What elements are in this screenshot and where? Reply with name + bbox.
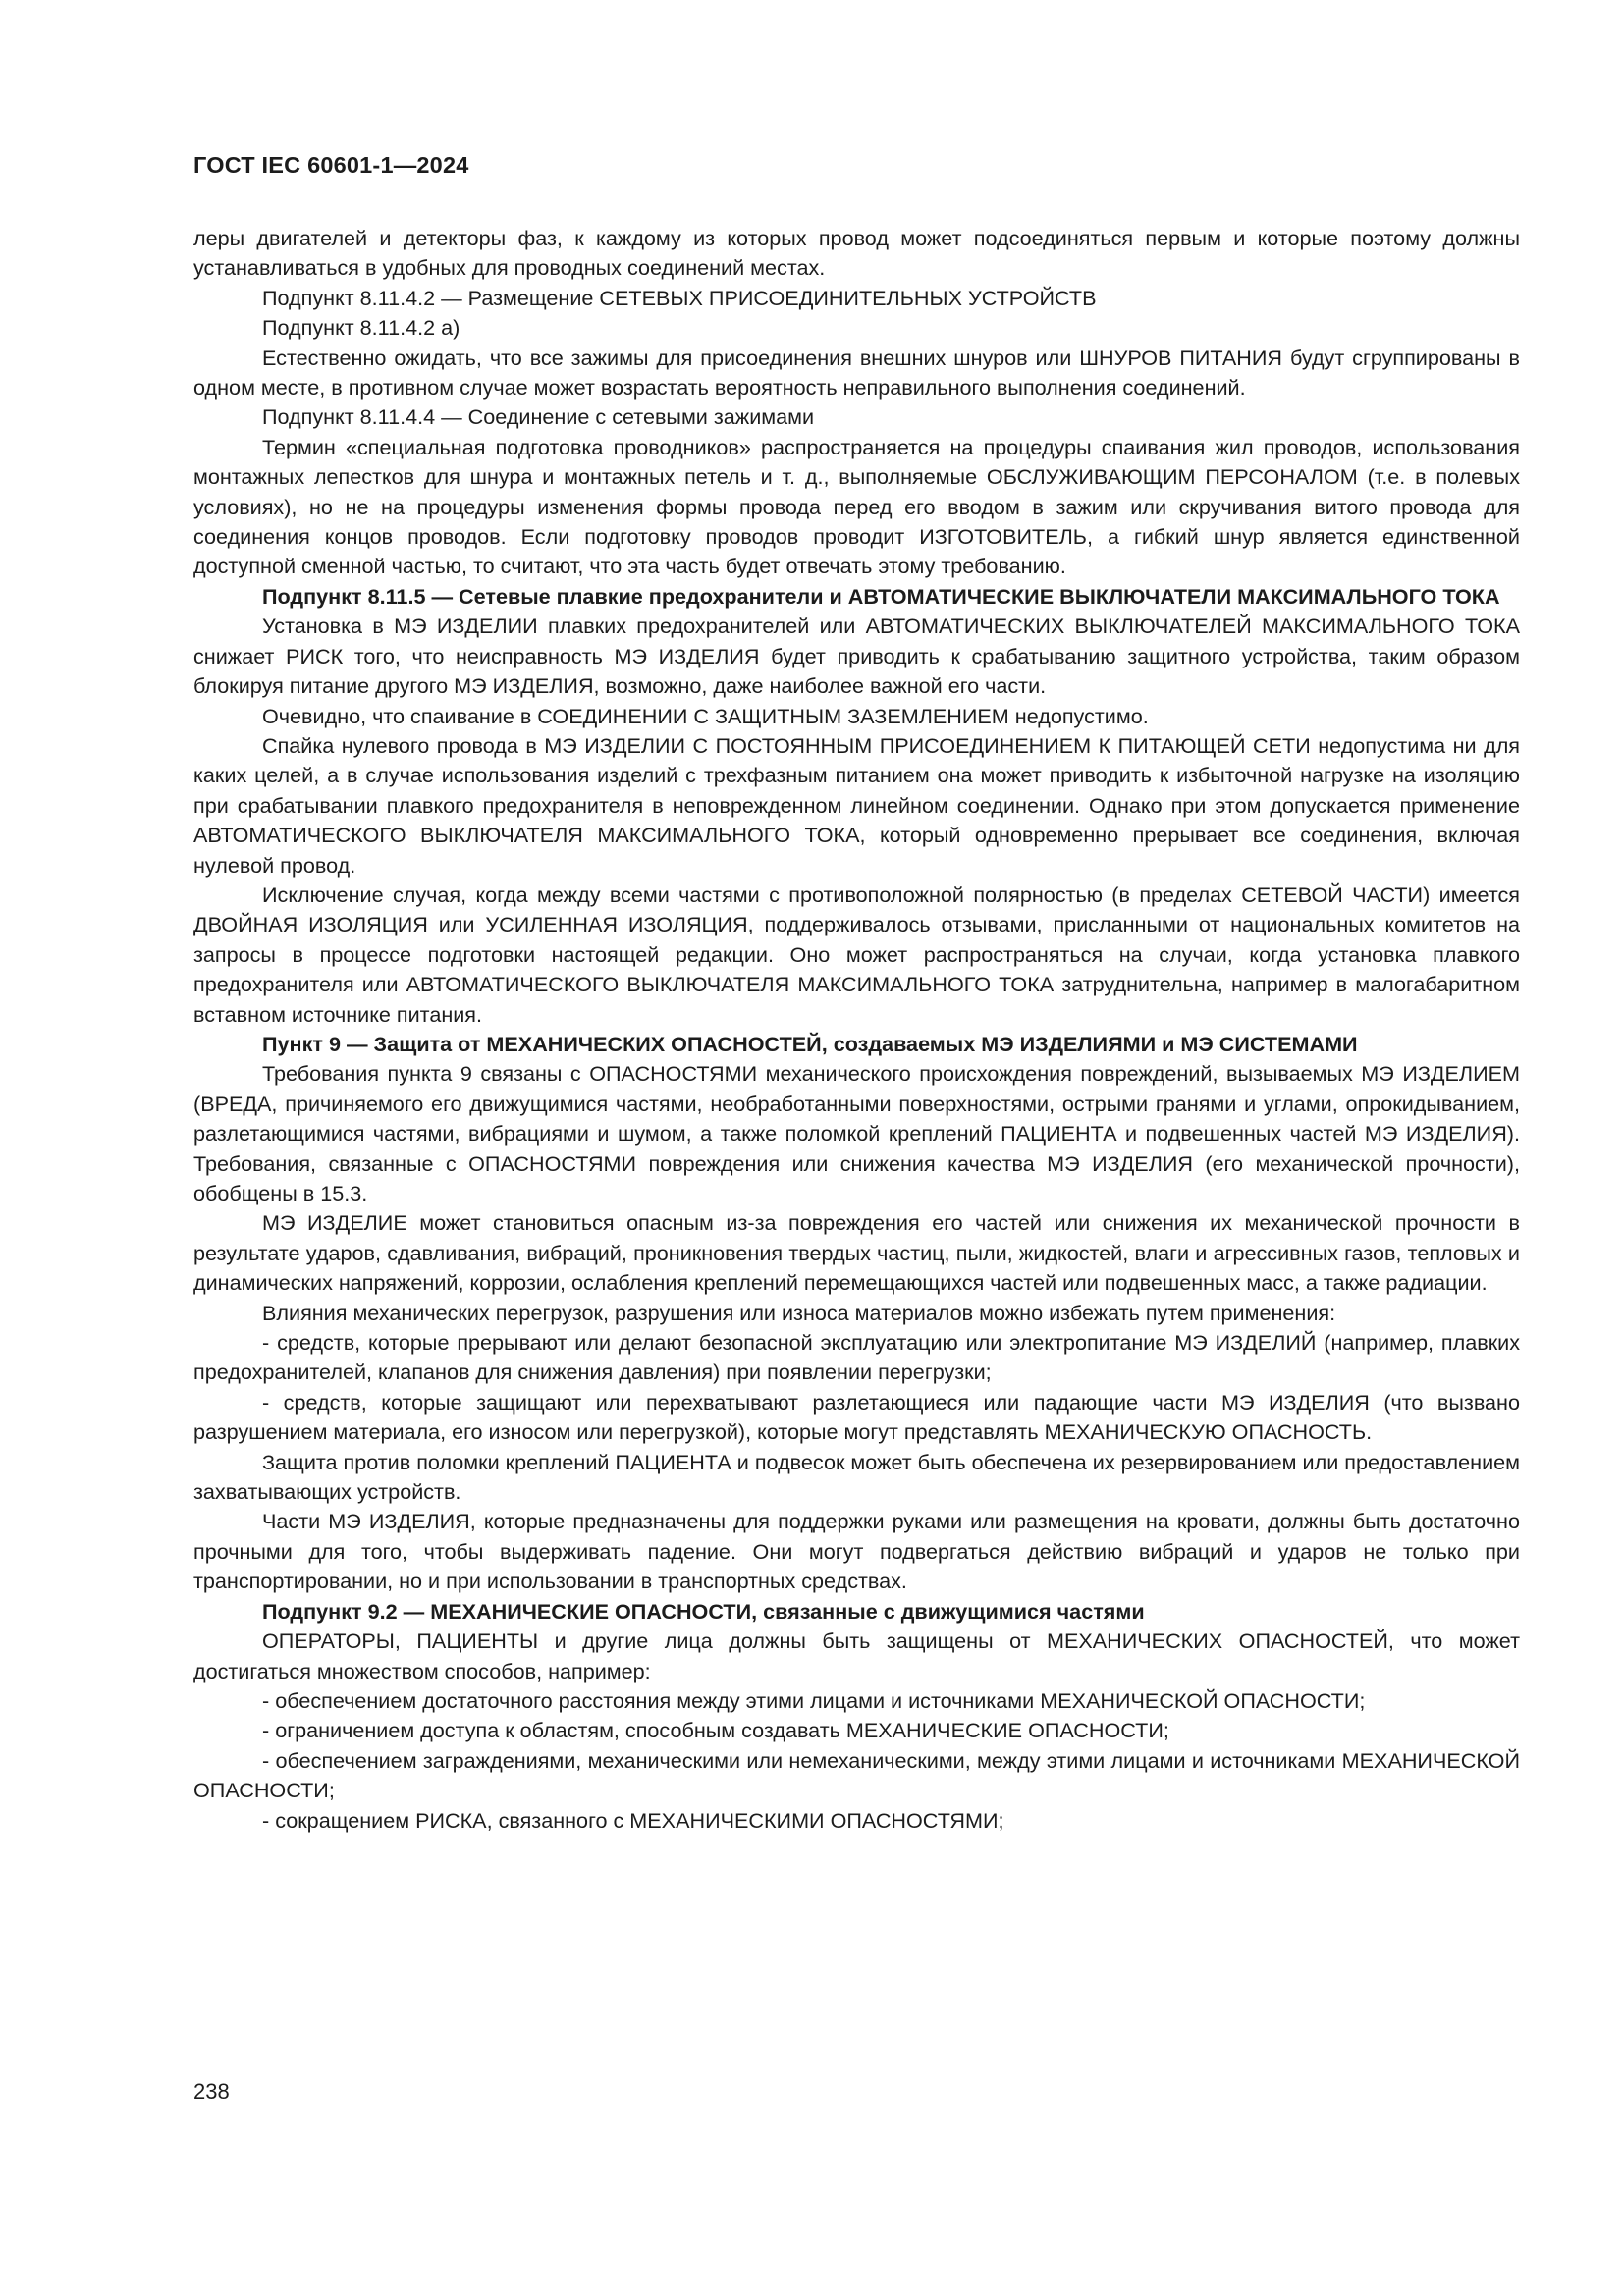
section-heading: Подпункт 8.11.5 — Сетевые плавкие предохранители и АВТОМАТИЧЕСКИЕ ВЫКЛЮЧАТЕЛИ МАКСИМАЛЬНОГО ТОКА [262, 583, 1500, 609]
paragraph: Подпункт 8.11.4.4 — Соединение с сетевыми зажимами [262, 404, 815, 430]
paragraph: МЭ ИЗДЕЛИЕ может становиться опасным из-за повреждения его частей или снижения их механической прочности в результате ударов, сдавливания, вибраций, проникновения твердых частиц, пыли, жидкостей, влаги и агрессивных газов, тепловых и динамических напряжений, коррозии, ослабления креплений перемещающихся частей или подвешенных масс, а также радиации. [193, 1210, 1520, 1296]
paragraph: Подпункт 8.11.4.2 — Размещение СЕТЕВЫХ ПРИСОЕДИНИТЕЛЬНЫХ УСТРОЙСТВ [262, 285, 1097, 310]
paragraph: Спайка нулевого провода в МЭ ИЗДЕЛИИ С ПОСТОЯННЫМ ПРИСОЕДИНЕНИЕМ К ПИТАЮЩЕЙ СЕТИ недопустима ни для каких целей, а в случае использования изделий с трехфазным питанием она может приводить к избыточной нагрузке на изоляцию при срабатывании плавкого предохранителя в неповрежденном линейном соединении. Однако при этом допускается применение АВТОМАТИЧЕСКОГО ВЫКЛЮЧАТЕЛЯ МАКСИМАЛЬНОГО ТОКА, который одновременно прерывает все соединения, включая нулевой провод. [193, 732, 1520, 878]
paragraph: Подпункт 8.11.4.2 a) [262, 315, 460, 341]
section-heading: Пункт 9 — Защита от МЕХАНИЧЕСКИХ ОПАСНОСТЕЙ, создаваемых МЭ ИЗДЕЛИЯМИ и МЭ СИСТЕМАМИ [262, 1031, 1358, 1056]
paragraph: Термин «специальная подготовка проводников» распространяется на процедуры спаивания жил проводов, использования монтажных лепестков для шнура и монтажных петель и т. д., выполняемые ОБСЛУЖИВАЮЩИМ ПЕРСОНАЛОМ (т.е. в полевых условиях), но не на процедуры изменения формы провода перед его вводом в зажим или скручивания витого провода для соединения концов проводов. Если подготовку проводов проводит ИЗГОТОВИТЕЛЬ, а гибкий шнур является единственной доступной сменной частью, то считают, что эта часть будет отвечать этому требованию. [193, 434, 1520, 579]
paragraph: Требования пункта 9 связаны с ОПАСНОСТЯМИ механического происхождения повреждений, вызываемых МЭ ИЗДЕЛИЕМ (ВРЕДА, причиняемого его движущимися частями, необработанными поверхностями, острыми гранями и углами, опрокидыванием, разлетающимися частями, вибрациями и шумом, а также поломкой креплений ПАЦИЕНТА и подвешенных частей МЭ ИЗДЕЛИЯ). Требования, связанные с ОПАСНОСТЯМИ повреждения или снижения качества МЭ ИЗДЕЛИЯ (его механической прочности), обобщены в 15.3. [193, 1061, 1520, 1205]
paragraph: Естественно ожидать, что все зажимы для присоединения внешних шнуров или ШНУРОВ ПИТАНИЯ будут сгруппированы в одном месте, в противном случае может возрастать вероятность неправильного выполнения соединений. [193, 345, 1520, 400]
paragraph: Влияния механических перегрузок, разрушения или износа материалов можно избежать путем применения: [262, 1300, 1336, 1325]
list-item: - ограничением доступа к областям, способным создавать МЕХАНИЧЕСКИЕ ОПАСНОСТИ; [262, 1718, 1169, 1743]
paragraph: ОПЕРАТОРЫ, ПАЦИЕНТЫ и другие лица должны быть защищены от МЕХАНИЧЕСКИХ ОПАСНОСТЕЙ, что может достигаться множеством способов, например: [193, 1629, 1520, 1683]
paragraph: Части МЭ ИЗДЕЛИЯ, которые предназначены для поддержки руками или размещения на кровати, должны быть достаточно прочными для того, чтобы выдерживать падение. Они могут подвергаться действию вибраций и ударов не только при транспортировании, но и при использовании в транспортных средствах. [193, 1509, 1520, 1594]
list-item: - обеспечением заграждениями, механическими или немеханическими, между этими лицами и источниками МЕХАНИЧЕСКОЙ ОПАСНОСТИ; [193, 1747, 1520, 1803]
section-heading: Подпункт 9.2 — МЕХАНИЧЕСКИЕ ОПАСНОСТИ, связанные с движущимися частями [262, 1598, 1145, 1624]
paragraph: Очевидно, что спаивание в СОЕДИНЕНИИ С ЗАЩИТНЫМ ЗАЗЕМЛЕНИЕМ недопустимо. [262, 703, 1149, 728]
list-item: - средств, которые прерывают или делают безопасной эксплуатацию или электропитание МЭ ИЗДЕЛИЙ (например, плавких предохранителей, клапанов для снижения давления) при появлении перегрузки; [193, 1330, 1520, 1385]
paragraph: Установка в МЭ ИЗДЕЛИИ плавких предохранителей или АВТОМАТИЧЕСКИХ ВЫКЛЮЧАТЕЛЕЙ МАКСИМАЛЬНОГО ТОКА снижает РИСК того, что неисправность МЭ ИЗДЕЛИЯ будет приводить к срабатыванию защитного устройства, таким образом блокируя питание другого МЭ ИЗДЕЛИЯ, возможно, даже наиболее важной его части. [193, 614, 1520, 699]
list-item: - средств, которые защищают или перехватывают разлетающиеся или падающие части МЭ ИЗДЕЛИЯ (что вызвано разрушением материала, его износом или перегрузкой), которые могут представлять МЕХАНИЧЕСКУЮ ОПАСНОСТЬ. [193, 1389, 1520, 1445]
paragraph: Защита против поломки креплений ПАЦИЕНТА и подвесок может быть обеспечена их резервированием или предоставлением захватывающих устройств. [193, 1449, 1520, 1505]
paragraph: Исключение случая, когда между всеми частями с противоположной полярностью (в пределах СЕТЕВОЙ ЧАСТИ) имеется ДВОЙНАЯ ИЗОЛЯЦИЯ или УСИЛЕННАЯ ИЗОЛЯЦИЯ, поддерживалось отзывами, присланными от национальных комитетов на запросы в процессе подготовки настоящей редакции. Оно может распространяться на случаи, когда установка плавкого предохранителя или АВТОМАТИЧЕСКОГО ВЫКЛЮЧАТЕЛЯ МАКСИМАЛЬНОГО ТОКА затруднительна, например в малогабаритном вставном источнике питания. [193, 881, 1520, 1027]
paragraph: леры двигателей и детекторы фаз, к каждому из которых провод может подсоединяться первым и которые поэтому должны устанавливаться в удобных для проводных соединений местах. [193, 226, 1520, 281]
page-header-title: ГОСТ IEC 60601-1—2024 [193, 152, 469, 178]
document-body [193, 224, 1520, 1836]
list-item: - обеспечением достаточного расстояния между этими лицами и источниками МЕХАНИЧЕСКОЙ ОПАСНОСТИ; [262, 1687, 1366, 1713]
list-item: - сокращением РИСКА, связанного с МЕХАНИЧЕСКИМИ ОПАСНОСТЯМИ; [262, 1807, 1004, 1833]
page-number: 238 [193, 2079, 230, 2104]
